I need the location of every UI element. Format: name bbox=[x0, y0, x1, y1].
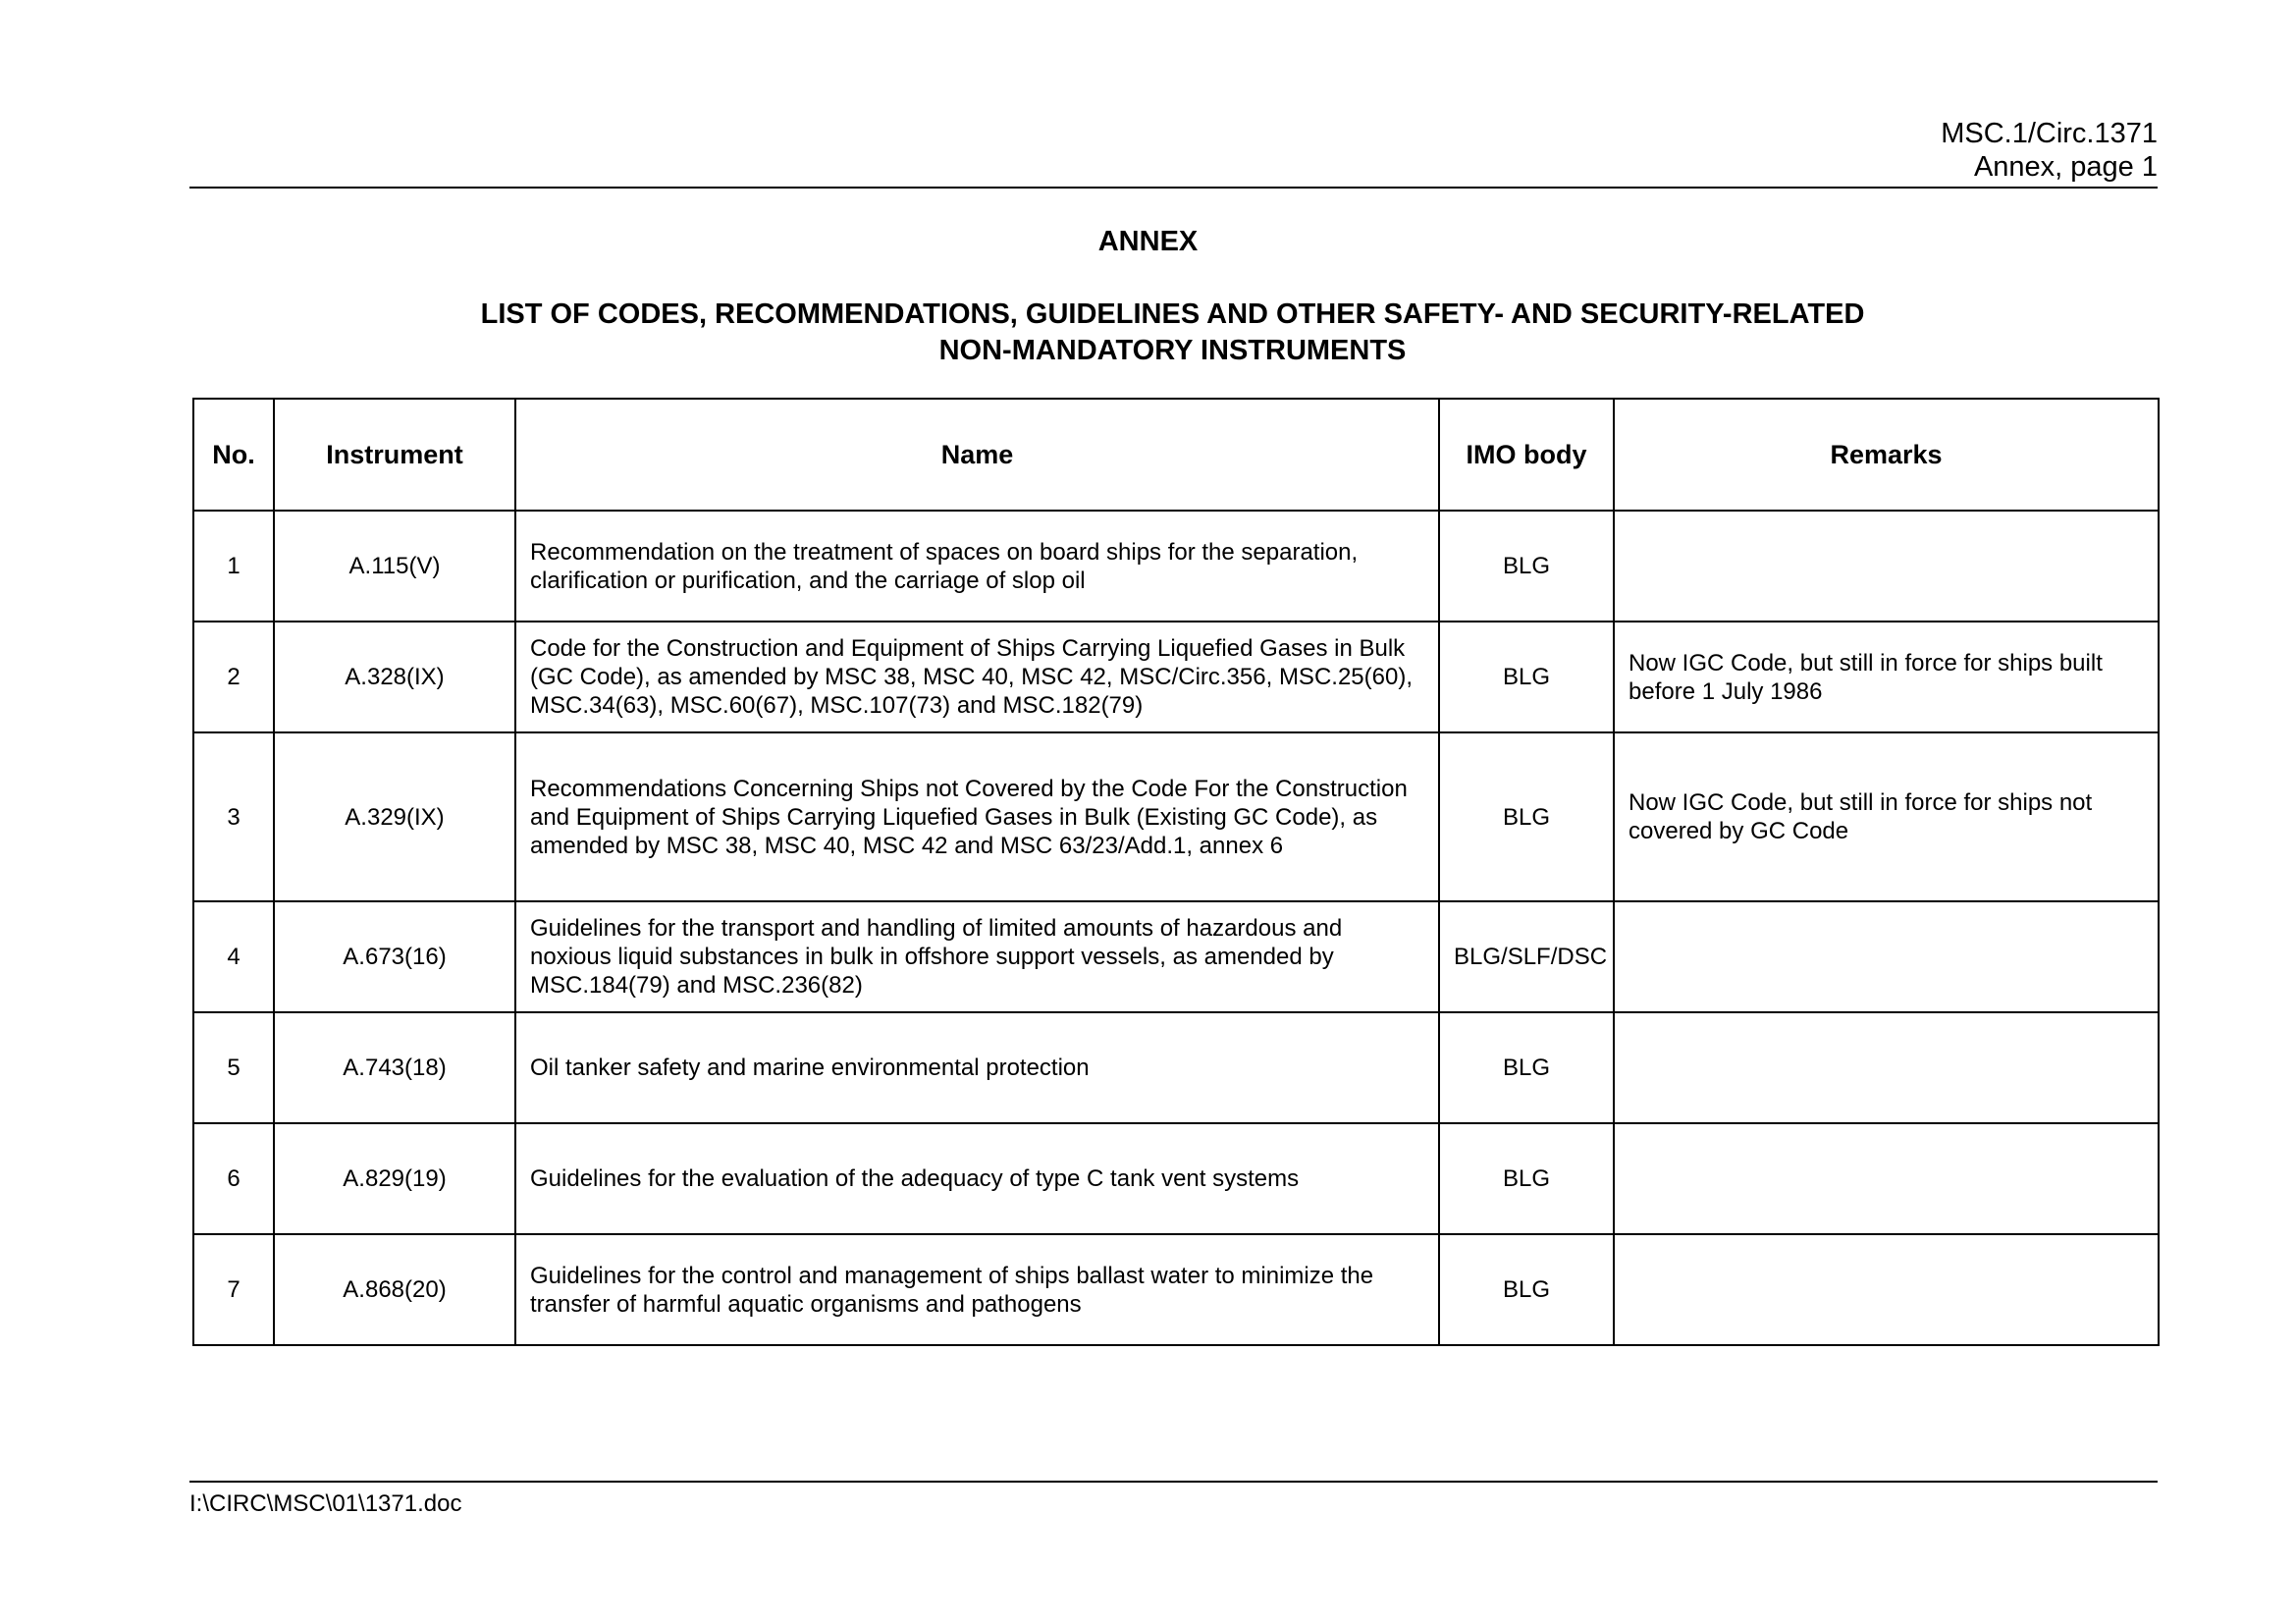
cell-remarks: Now IGC Code, but still in force for ships not covered by GC Code bbox=[1614, 732, 2159, 901]
cell-remarks: Now IGC Code, but still in force for ships built before 1 July 1986 bbox=[1614, 622, 2159, 732]
cell-no: 6 bbox=[193, 1123, 274, 1234]
page-reference: Annex, page 1 bbox=[1973, 151, 2158, 183]
cell-instrument: A.829(19) bbox=[274, 1123, 515, 1234]
cell-remarks bbox=[1614, 1234, 2159, 1345]
cell-instrument: A.743(18) bbox=[274, 1012, 515, 1123]
column-header-no: No. bbox=[193, 399, 274, 511]
cell-instrument: A.115(V) bbox=[274, 511, 515, 622]
cell-imo-body: BLG bbox=[1439, 511, 1614, 622]
document-reference: MSC.1/Circ.1371 bbox=[1941, 118, 2158, 149]
cell-no: 3 bbox=[193, 732, 274, 901]
cell-instrument: A.328(IX) bbox=[274, 622, 515, 732]
cell-remarks bbox=[1614, 1012, 2159, 1123]
column-header-remarks: Remarks bbox=[1614, 399, 2159, 511]
cell-no: 7 bbox=[193, 1234, 274, 1345]
table-row bbox=[193, 511, 2159, 622]
cell-remarks bbox=[1614, 1123, 2159, 1234]
cell-name: Guidelines for the evaluation of the adequacy of type C tank vent systems bbox=[515, 1123, 1439, 1234]
instruments-table bbox=[192, 398, 2160, 1346]
column-header-instrument: Instrument bbox=[274, 399, 515, 511]
cell-no: 5 bbox=[193, 1012, 274, 1123]
cell-remarks bbox=[1614, 901, 2159, 1012]
table-row bbox=[193, 1234, 2159, 1345]
cell-name: Oil tanker safety and marine environmental protection bbox=[515, 1012, 1439, 1123]
column-header-imo-body: IMO body bbox=[1439, 399, 1614, 511]
cell-imo-body: BLG bbox=[1439, 1234, 1614, 1345]
cell-name: Code for the Construction and Equipment of Ships Carrying Liquefied Gases in Bulk (GC Code), as amended by MSC 38, MSC 40, MSC 42, MSC/Circ.356, MSC.25(60), MSC.34(63), MSC.60(67), MSC.107(73) and MSC.182(79) bbox=[515, 622, 1439, 732]
cell-imo-body: BLG bbox=[1439, 732, 1614, 901]
cell-instrument: A.868(20) bbox=[274, 1234, 515, 1345]
cell-name: Guidelines for the control and management of ships ballast water to minimize the transfer of harmful aquatic organisms and pathogens bbox=[515, 1234, 1439, 1345]
list-title-line-1: LIST OF CODES, RECOMMENDATIONS, GUIDELINES AND OTHER SAFETY- AND SECURITY-RELATED bbox=[480, 298, 1865, 330]
cell-instrument: A.673(16) bbox=[274, 901, 515, 1012]
cell-name: Recommendations Concerning Ships not Covered by the Code For the Construction and Equipment of Ships Carrying Liquefied Gases in Bulk (Existing GC Code), as amended by MSC 38, MSC 40, MSC 42 and MSC 63/23/Add.1, annex 6 bbox=[515, 732, 1439, 901]
list-title-line-2: NON-MANDATORY INSTRUMENTS bbox=[938, 335, 1407, 366]
table-row bbox=[193, 732, 2159, 901]
annex-title: ANNEX bbox=[1097, 226, 1199, 257]
table-row bbox=[193, 901, 2159, 1012]
cell-imo-body: BLG bbox=[1439, 1123, 1614, 1234]
cell-name: Recommendation on the treatment of spaces on board ships for the separation, clarification or purification, and the carriage of slop oil bbox=[515, 511, 1439, 622]
table-row bbox=[193, 622, 2159, 732]
cell-imo-body: BLG/SLF/DSC bbox=[1439, 901, 1614, 1012]
page-header bbox=[189, 114, 2158, 189]
cell-remarks bbox=[1614, 511, 2159, 622]
cell-imo-body: BLG bbox=[1439, 622, 1614, 732]
cell-no: 2 bbox=[193, 622, 274, 732]
column-header-name: Name bbox=[515, 399, 1439, 511]
cell-imo-body: BLG bbox=[1439, 1012, 1614, 1123]
table-row bbox=[193, 1012, 2159, 1123]
cell-name: Guidelines for the transport and handling of limited amounts of hazardous and noxious liquid substances in bulk in offshore support vessels, as amended by MSC.184(79) and MSC.236(82) bbox=[515, 901, 1439, 1012]
page-footer bbox=[189, 1481, 2158, 1517]
cell-instrument: A.329(IX) bbox=[274, 732, 515, 901]
table-row bbox=[193, 1123, 2159, 1234]
list-title bbox=[0, 297, 2296, 369]
cell-no: 1 bbox=[193, 511, 274, 622]
cell-no: 4 bbox=[193, 901, 274, 1012]
file-path: I:\CIRC\MSC\01\1371.doc bbox=[189, 1490, 462, 1517]
table-header-row bbox=[193, 399, 2159, 511]
